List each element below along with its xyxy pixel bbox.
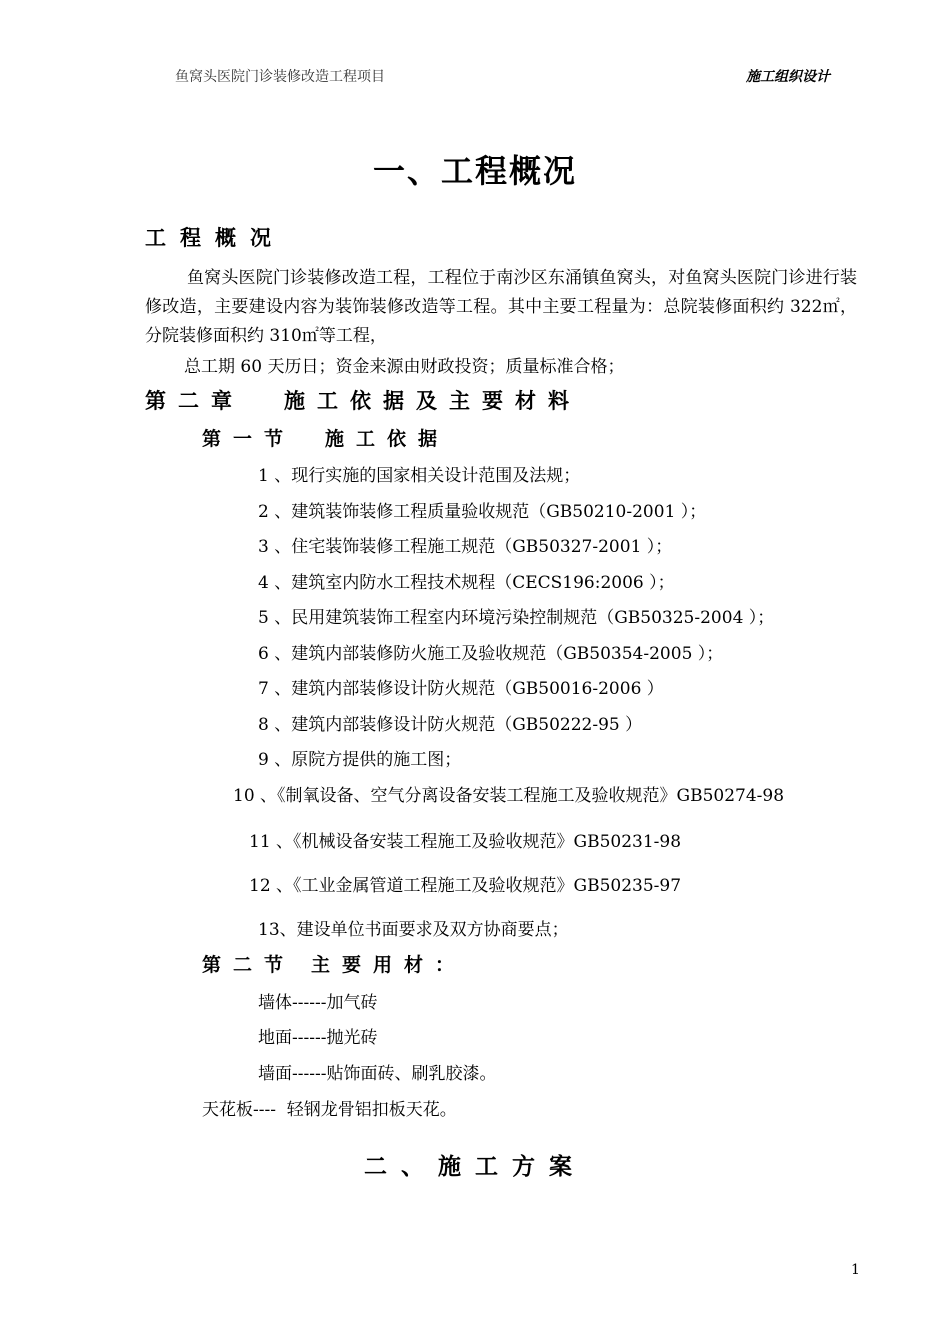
chapter-2-label: 第二章 [145, 389, 244, 413]
basis-item: 9 、原院方提供的施工图； [258, 750, 462, 770]
section-1-label: 第一节 [202, 428, 296, 450]
basis-item: 10 、《制氧设备、空气分离设备安装工程施工及验收规范》GB50274-98 [233, 786, 785, 806]
chapter-2-title: 施工依据及主要材料 [284, 389, 581, 413]
basis-item: 13、建设单位书面要求及双方协商要点； [258, 920, 569, 940]
basis-item: 11 、《机械设备安装工程施工及验收规范》GB50231-98 [249, 832, 682, 852]
material-item: 地面------抛光砖 [258, 1028, 378, 1048]
section-title-construction-plan: 二、施工方案 [364, 1154, 586, 1180]
section-2-heading [202, 950, 466, 977]
section-2-label: 第二节 [202, 954, 296, 976]
overview-paragraph: 鱼窝头医院门诊装修改造工程，工程位于南沙区东涌镇鱼窝头，对鱼窝头医院门诊进行装修改造，主要建设内容为装饰装修改造等工程。其中主要工程量为：总院装修面积约 322㎡，分院装修面积约 310㎡等工程， [145, 268, 857, 346]
overview-paragraph-2: 总工期 60 天历日；资金来源由财政投资；质量标准合格； [184, 357, 625, 377]
section-1-heading [202, 424, 449, 451]
material-item: 天花板---- 轻钢龙骨铝扣板天花。 [202, 1100, 457, 1120]
basis-item: 12 、《工业金属管道工程施工及验收规范》GB50235-97 [249, 876, 682, 896]
section-1-title: 施工依据 [325, 428, 450, 450]
material-item: 墙面------贴饰面砖、刷乳胶漆。 [258, 1064, 497, 1084]
overview-heading: 工程概况 [145, 226, 285, 250]
basis-item: 8 、建筑内部装修设计防火规范（GB50222-95 ） [258, 715, 643, 735]
chapter-2-heading [145, 385, 581, 415]
page-number: 1 [851, 1262, 860, 1278]
basis-item: 2 、建筑装饰装修工程质量验收规范（GB50210-2001 ）； [258, 502, 707, 522]
basis-item: 5 、民用建筑装饰工程室内环境污染控制规范（GB50325-2004 ）； [258, 608, 775, 628]
basis-item: 6 、建筑内部装修防火施工及验收规范（GB50354-2005 ）； [258, 644, 724, 664]
basis-item: 7 、建筑内部装修设计防火规范（GB50016-2006 ） [258, 679, 664, 699]
basis-item: 1 、现行实施的国家相关设计范围及法规； [258, 466, 581, 486]
header-project-name: 鱼窝头医院门诊装修改造工程项目 [175, 69, 385, 85]
header-doc-type: 施工组织设计 [746, 69, 830, 85]
basis-item: 4 、建筑室内防水工程技术规程（CECS196:2006 ）； [258, 573, 675, 593]
page-title: 一、工程概况 [372, 152, 577, 190]
basis-item: 3 、住宅装饰装修工程施工规范（GB50327-2001 ）； [258, 537, 673, 557]
material-item: 墙体------加气砖 [258, 993, 378, 1013]
section-2-title: 主要用材： [311, 954, 467, 976]
